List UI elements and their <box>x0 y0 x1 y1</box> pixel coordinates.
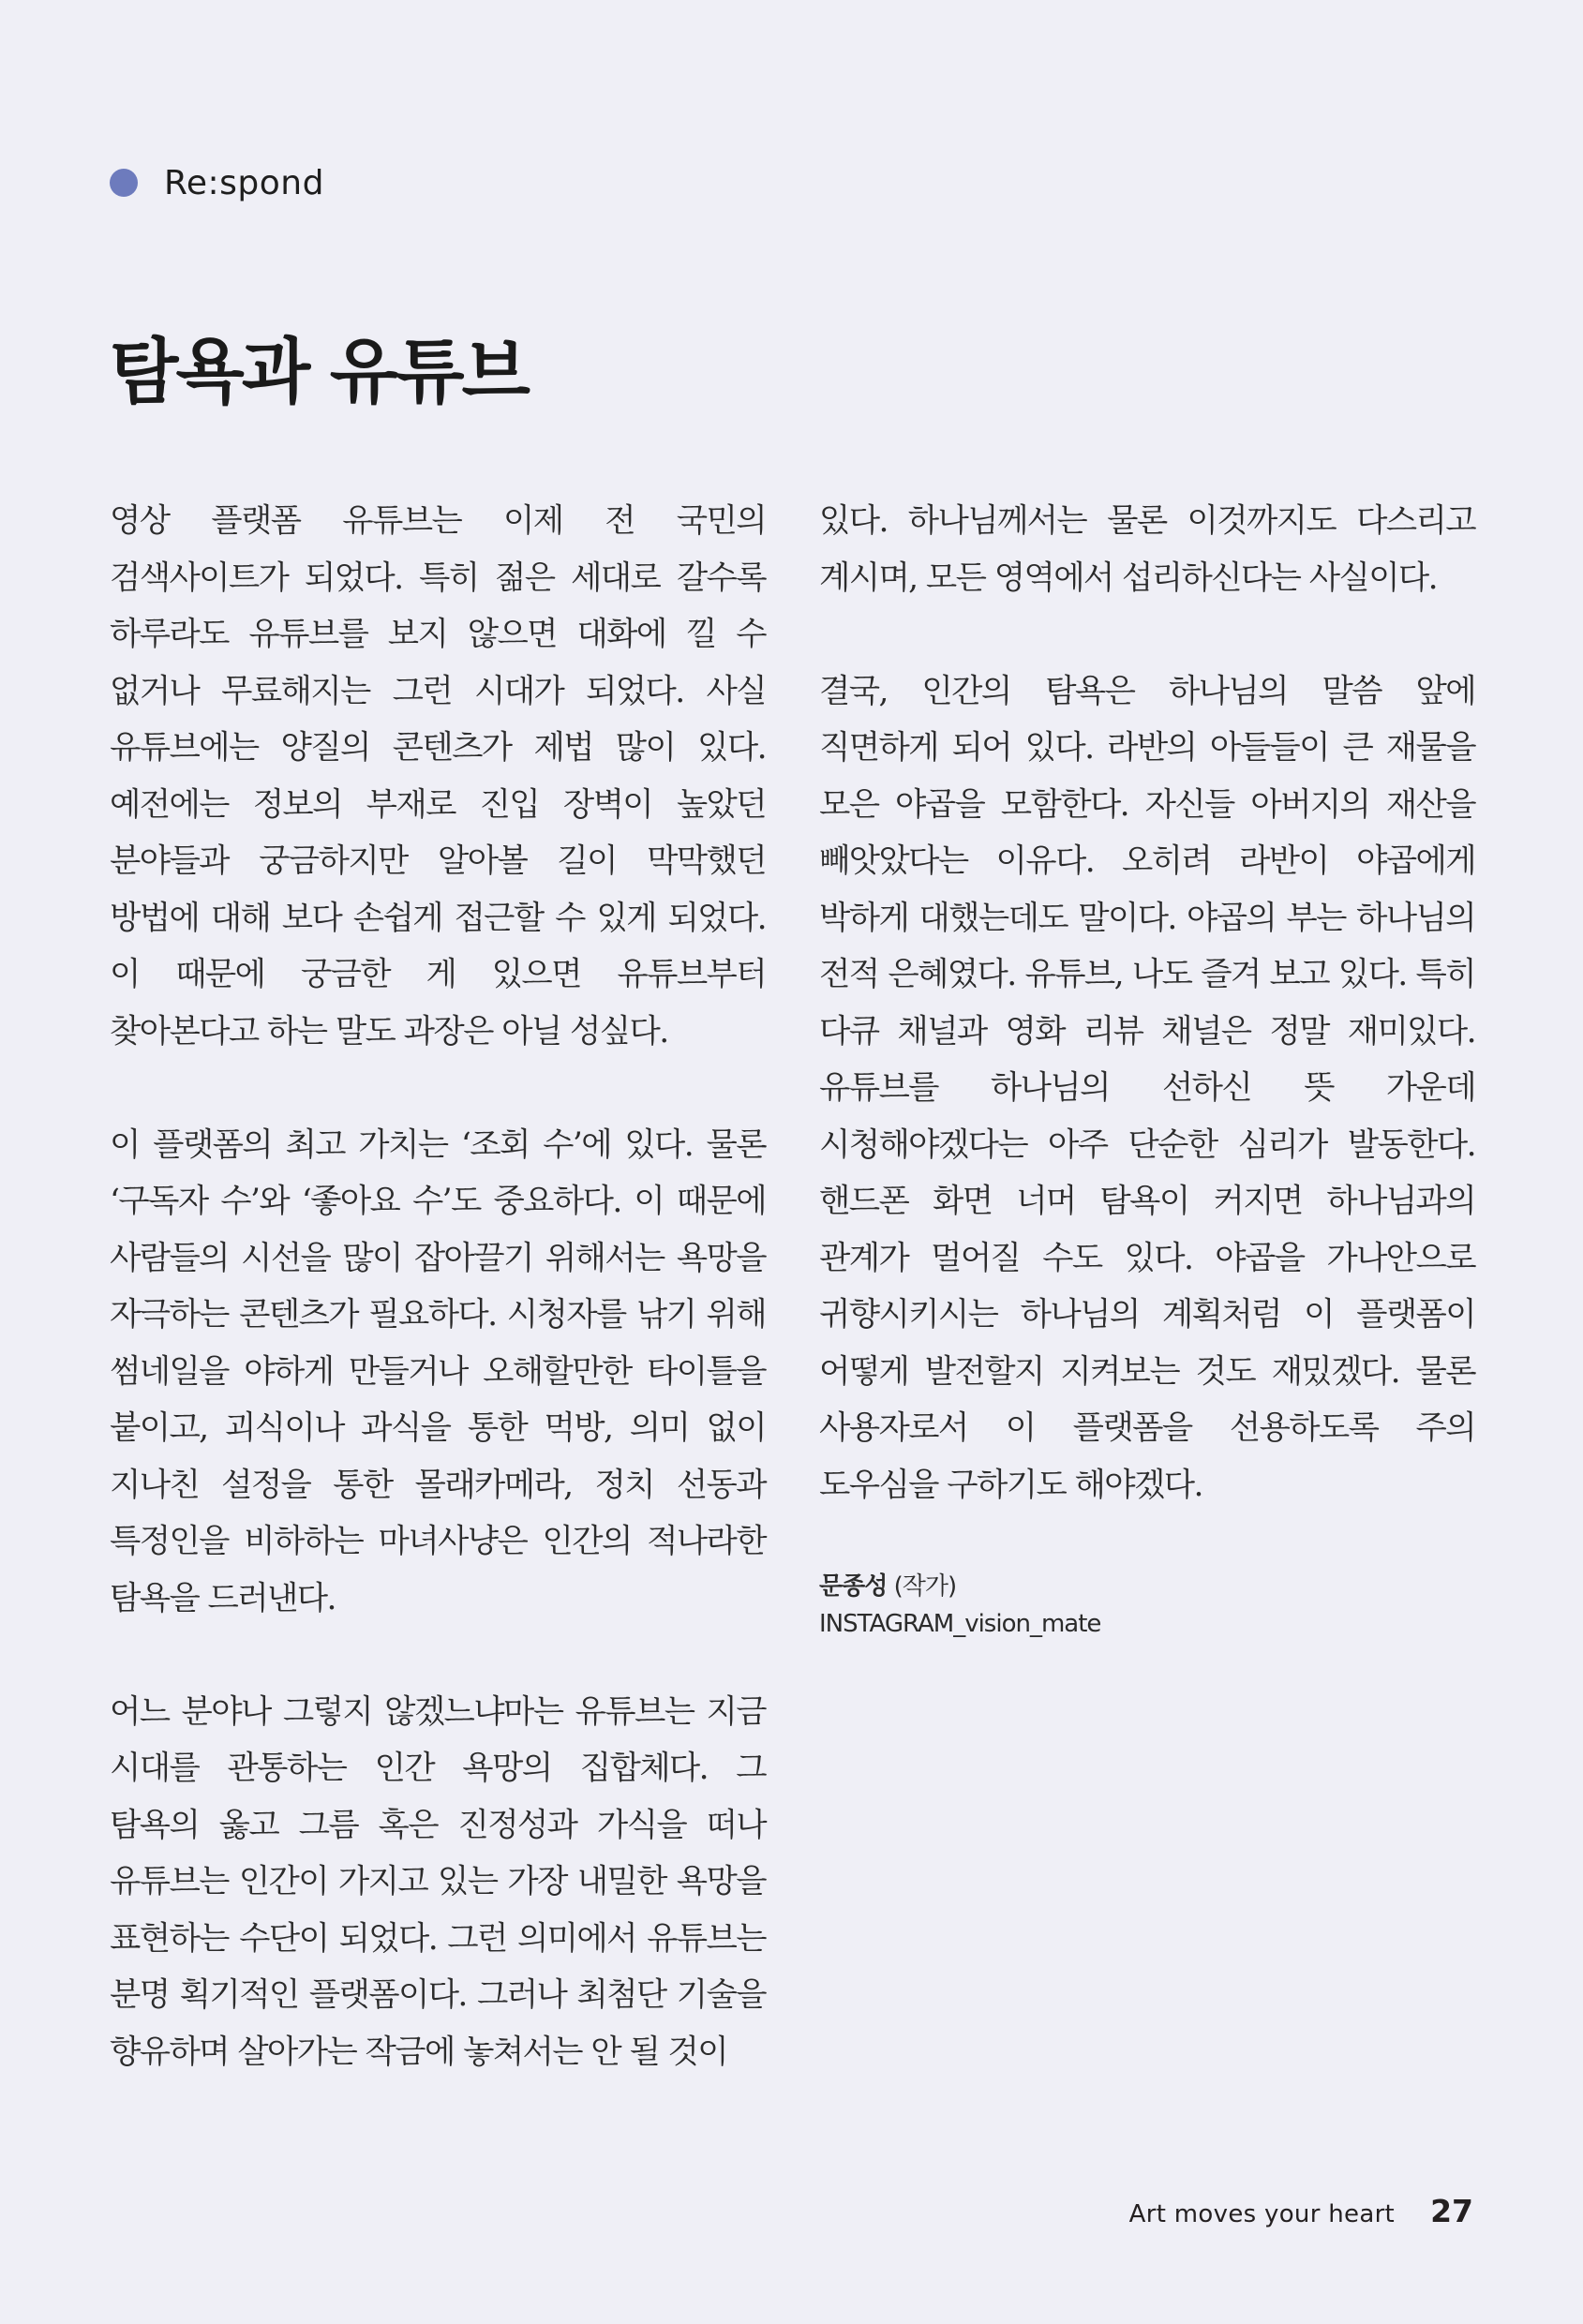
paragraph: 어느 분야나 그렇지 않겠느냐마는 유튜브는 지금 시대를 관통하는 인간 욕망의 집합체다. 그 탐욕의 옳고 그름 혹은 진정성과 가식을 떠나 유튜브는 인간이 가지고 있는 가장 내밀한 욕망을 표현하는 수단이 되었다. 그런 의미에서 유튜브는 분명 획기적인 플랫폼이다. 그러나 최첨단 기술을 향유하며 살아가는 작금에 놓쳐서는 안 될 것이 <box>110 1692 766 2071</box>
bullet-dot-icon <box>110 169 138 197</box>
paragraph: 이 플랫폼의 최고 가치는 ‘조회 수’에 있다. 물론 ‘구독자 수’와 ‘좋아요 수’도 중요하다. 이 때문에 사람들의 시선을 많이 잡아끌기 위해서는 욕망을 자극하는 콘텐츠가 필요하다. 시청자를 낚기 위해 썸네일을 야하게 만들거나 오해할만한 타이틀을 붙이고, 괴식이나 과식을 통한 먹방, 의미 없이 지나친 설정을 통한 몰래카메라, 정치 선동과 특정인을 비하하는 마녀사냥은 인간의 적나라한 탐욕을 드러낸다. <box>110 1125 766 1617</box>
paragraph: 결국, 인간의 탐욕은 하나님의 말씀 앞에 직면하게 되어 있다. 라반의 아들들이 큰 재물을 모은 야곱을 모함한다. 자신들 아버지의 재산을 빼앗았다는 이유다. 오히려 라반이 야곱에게 박하게 대했는데도 말이다. 야곱의 부는 하나님의 전적 은혜였다. 유튜브, 나도 즐겨 보고 있다. 특히 다큐 채널과 영화 리뷰 채널은 정말 재미있다. 유튜브를 하나님의 선하신 뜻 가운데 시청해야겠다는 아주 단순한 심리가 발동한다. 핸드폰 화면 너머 탐욕이 커지면 하나님과의 관계가 멀어질 수도 있다. 야곱을 가나안으로 귀향시키시는 하나님의 계획처럼 이 플랫폼이 어떻게 발전할지 지켜보는 것도 재밌겠다. 물론 사용자로서 이 플랫폼을 선용하도록 주의 도우심을 구하기도 해야겠다. <box>819 672 1475 1504</box>
author-line <box>819 1568 1475 1605</box>
page-footer <box>1129 2193 1473 2229</box>
right-column <box>819 493 1475 1643</box>
paragraph: 있다. 하나님께서는 물론 이것까지도 다스리고 계시며, 모든 영역에서 섭리하신다는 사실이다. <box>819 502 1475 597</box>
author-name: 문종성 <box>819 1572 888 1601</box>
article-title: 탐욕과 유튜브 <box>110 330 528 413</box>
author-role: (작가) <box>893 1572 957 1601</box>
left-column <box>110 493 766 2080</box>
author-instagram: INSTAGRAM_vision_mate <box>819 1610 1101 1638</box>
section-tag <box>110 159 324 206</box>
paragraph: 영상 플랫폼 유튜브는 이제 전 국민의 검색사이트가 되었다. 특히 젊은 세대로 갈수록 하루라도 유튜브를 보지 않으면 대화에 낄 수 없거나 무료해지는 그런 시대가 되었다. 사실 유튜브에는 양질의 콘텐츠가 제법 많이 있다. 예전에는 정보의 부재로 진입 장벽이 높았던 분야들과 궁금하지만 알아볼 길이 막막했던 방법에 대해 보다 손쉽게 접근할 수 있게 되었다. 이 때문에 궁금한 게 있으면 유튜브부터 찾아본다고 하는 말도 과장은 아닐 성싶다. <box>110 502 766 1050</box>
footer-tagline: Art moves your heart <box>1128 2200 1396 2228</box>
page-number: 27 <box>1430 2193 1473 2229</box>
author-block <box>819 1568 1475 1643</box>
section-label: Re:spond <box>164 163 324 202</box>
